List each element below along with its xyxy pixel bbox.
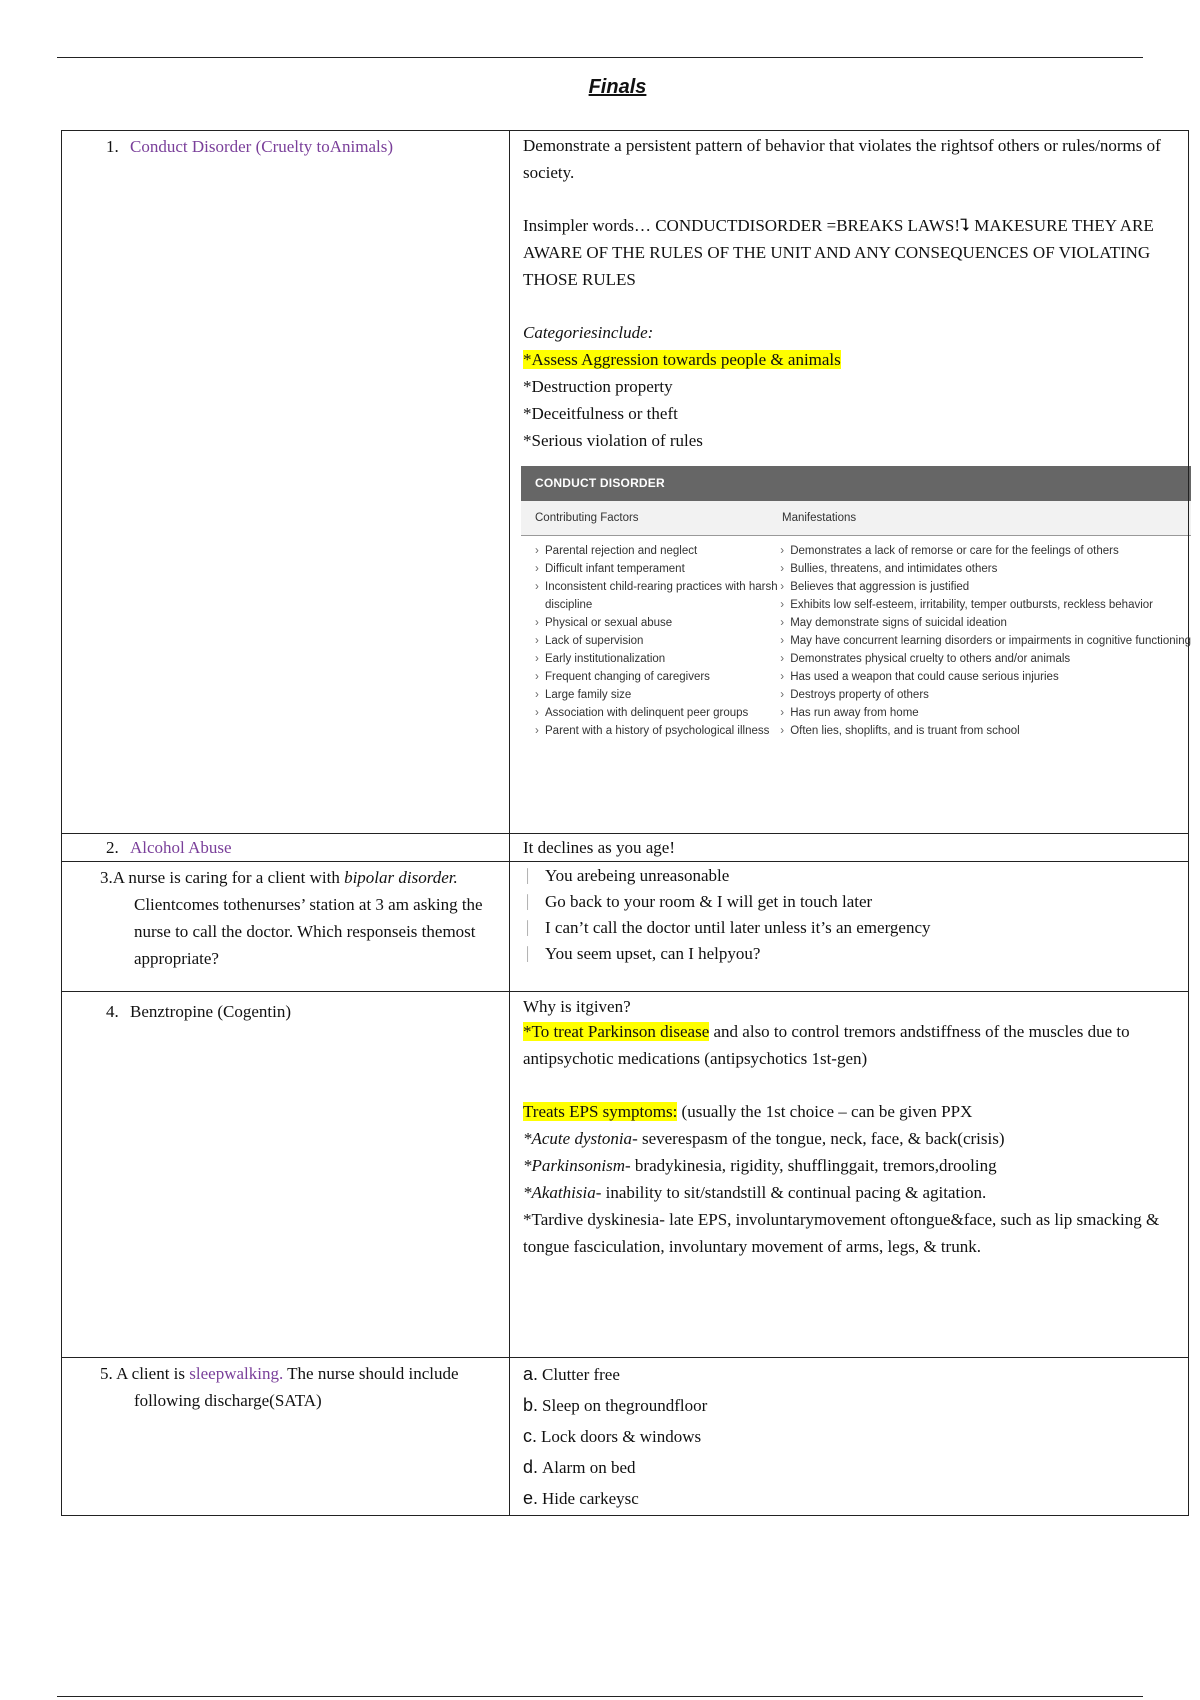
row-number: 2. [106, 838, 119, 857]
factor-item: › Frequent changing of caregivers [535, 668, 780, 686]
figure-title: CONDUCT DISORDER [521, 466, 1191, 501]
manifestation-item: › May demonstrate signs of suicidal ideation [780, 614, 1191, 632]
column-header: Contributing Factors [535, 512, 639, 524]
question-text: 3.A nurse is caring for a client with bipolar disorder. Clientcomes tothenurses’ station at 3 am asking the nurse to call the doctor. Which responseis themost appropriate? [100, 868, 483, 968]
category-item: *Destruction property [523, 377, 673, 396]
manifestation-item: › Bullies, threatens, and intimidates others [780, 560, 1191, 578]
page-title: Finals [588, 76, 647, 98]
answer-cell [510, 834, 1189, 862]
categories-label: Categoriesinclude: [523, 323, 654, 342]
manifestation-item: › Often lies, shoplifts, and is truant from school [780, 722, 1191, 740]
manifestation-item: › Has run away from home [780, 704, 1191, 722]
factor-item: › Parental rejection and neglect [535, 542, 780, 560]
factor-item: › Inconsistent child-rearing practices with harsh discipline [535, 578, 780, 614]
table-row [62, 834, 1189, 862]
question-cell [62, 992, 510, 1358]
answer-option: │ Go back to your room & I will get in touch later [523, 889, 1176, 915]
sata-option: d. Alarm on bed [523, 1457, 636, 1477]
category-item: *Serious violation of rules [523, 431, 703, 450]
definition-text: Demonstrate a persistent pattern of behavior that violates the rightsof others or rules/norms of society. [523, 136, 1161, 182]
category-item: *Deceitfulness or theft [523, 404, 678, 423]
factor-item: › Physical or sexual abuse [535, 614, 780, 632]
sata-option: a. Clutter free [523, 1364, 620, 1384]
manifestation-item: › Exhibits low self-esteem, irritability, temper outbursts, reckless behavior [780, 596, 1191, 614]
why-given-label: Why is itgiven? [523, 997, 631, 1016]
answer-cell [510, 131, 1189, 834]
answer-cell [510, 992, 1189, 1358]
table-row [62, 992, 1189, 1358]
factor-item: › Large family size [535, 686, 780, 704]
factor-item: › Association with delinquent peer groups [535, 704, 780, 722]
question-text: Conduct Disorder (Cruelty toAnimals) [130, 137, 393, 156]
answer-text: It declines as you age! [523, 838, 675, 857]
manifestation-item: › Has used a weapon that could cause serious injuries [780, 668, 1191, 686]
answer-option: │ You arebeing unreasonable [523, 863, 1176, 889]
notes-table [61, 130, 1189, 1516]
answer-cell [510, 862, 1189, 992]
sata-option: e. Hide carkeysc [523, 1488, 639, 1508]
bottom-rule [57, 1696, 1143, 1697]
question-text: Benztropine (Cogentin) [130, 1002, 291, 1021]
manifestation-item: › Demonstrates a lack of remorse or care for the feelings of others [780, 542, 1191, 560]
question-cell [62, 1358, 510, 1516]
question-cell [62, 834, 510, 862]
eps-symptom: *Acute dystonia- severespasm of the tongue, neck, face, & back(crisis) [523, 1129, 1005, 1148]
table-row [62, 1358, 1189, 1516]
question-text: 5. A client is sleepwalking. The nurse should include following discharge(SATA) [100, 1364, 459, 1410]
table-row [62, 862, 1189, 992]
sata-option: b. Sleep on thegroundfloor [523, 1395, 708, 1415]
manifestation-item: › Demonstrates physical cruelty to others and/or animals [780, 650, 1191, 668]
sata-option: c. Lock doors & windows [523, 1426, 702, 1446]
column-header: Manifestations [782, 512, 857, 524]
question-cell [62, 131, 510, 834]
purpose-text: *To treat Parkinson disease and also to control tremors andstiffness of the muscles due to antipsychotic medications (antipsychotics 1st-gen) [523, 1022, 1130, 1068]
question-cell [62, 862, 510, 992]
category-item: *Assess Aggression towards people & animals [523, 350, 841, 369]
answer-option: │ I can’t call the doctor until later unless it’s an emergency [523, 915, 1176, 941]
answer-option: │ You seem upset, can I helpyou? [523, 941, 1176, 967]
eps-symptom: *Parkinsonism- bradykinesia, rigidity, shufflinggait, tremors,drooling [523, 1156, 997, 1175]
eps-text: Treats EPS symptoms: (usually the 1st choice – can be given PPX [523, 1102, 973, 1121]
manifestation-item: › Believes that aggression is justified [780, 578, 1191, 596]
simpler-words-text: Insimpler words… CONDUCTDISORDER =BREAKS LAWS!⮧ MAKESURE THEY ARE AWARE OF THE RULES OF THE UNIT AND ANY CONSEQUENCES OF VIOLATING THOSE RULES [523, 216, 1154, 289]
factor-item: › Early institutionalization [535, 650, 780, 668]
factors-list [535, 542, 780, 740]
answer-cell [510, 1358, 1189, 1516]
factor-item: › Parent with a history of psychological illness [535, 722, 780, 740]
row-number: 1. [106, 137, 119, 156]
factor-item: › Difficult infant temperament [535, 560, 780, 578]
factor-item: › Lack of supervision [535, 632, 780, 650]
manifestation-item: › May have concurrent learning disorders or impairments in cognitive functioning [780, 632, 1191, 650]
manifestation-item: › Destroys property of others [780, 686, 1191, 704]
row-number: 4. [106, 1002, 119, 1021]
tardive-text: *Tardive dyskinesia- late EPS, involuntarymovement oftongue&face, such as lip smacking & tongue fasciculation, involuntary movement of arms, legs, & trunk. [523, 1210, 1160, 1256]
top-rule [57, 57, 1143, 58]
manifestations-list [780, 542, 1191, 740]
table-row [62, 131, 1189, 834]
eps-symptom: *Akathisia- inability to sit/standstill & continual pacing & agitation. [523, 1183, 987, 1202]
question-text: Alcohol Abuse [130, 838, 232, 857]
conduct-disorder-figure [521, 466, 1191, 740]
